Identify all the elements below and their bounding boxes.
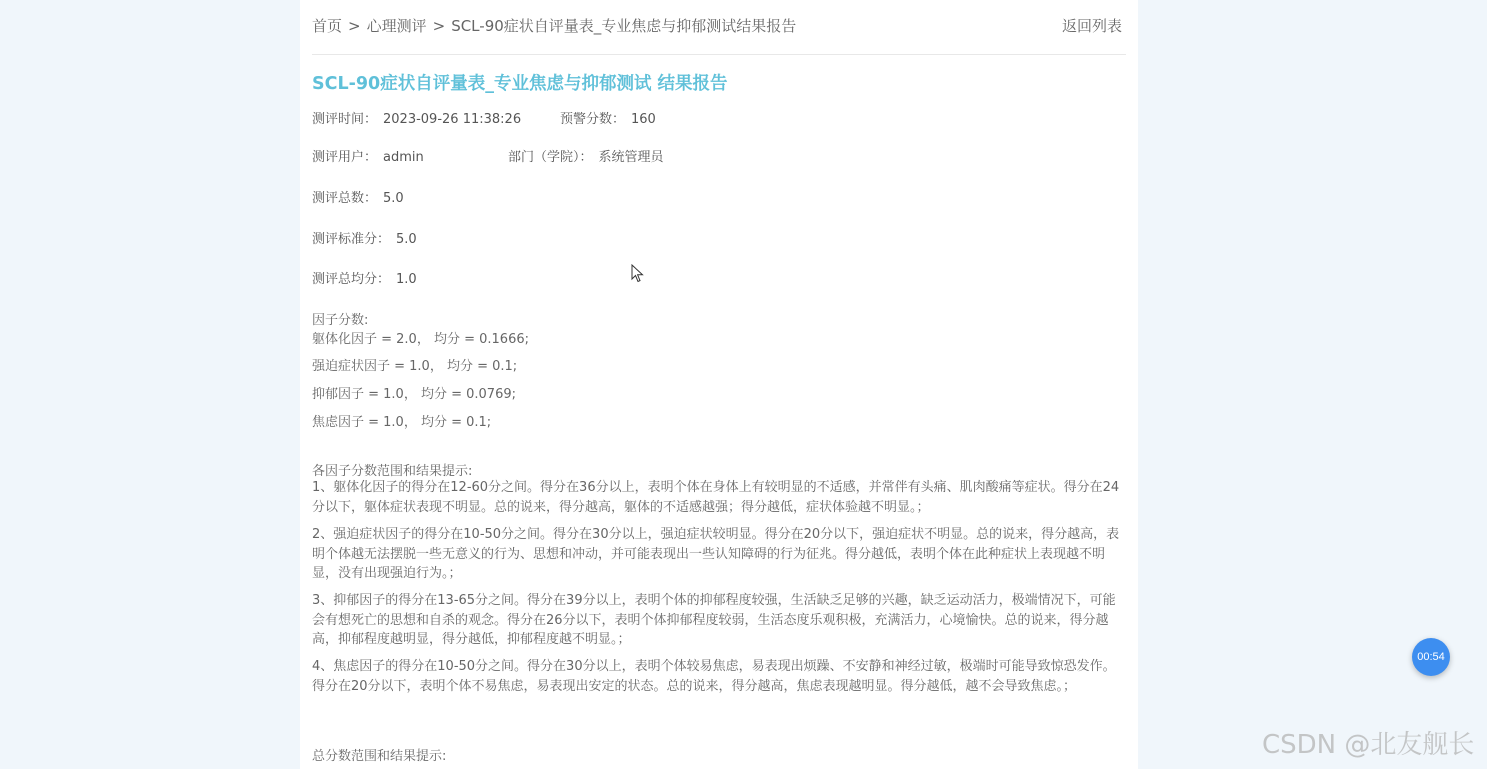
range-item: 3、抑郁因子的得分在13-65分之间。得分在39分以上，表明个体的抑郁程度较强，生活缺乏足够的兴趣，缺乏运动活力，极端情况下，可能会有想死亡的思想和自杀的观念。得分在26分以下，表明个体抑郁程度较弱，生活态度乐观积极，充满活力，心境愉快。总的说来，得分越高，抑郁程度越明显，得分越低，抑郁程度越不明显。；: [312, 593, 1116, 647]
total-row: [312, 187, 404, 206]
breadcrumb-separator: >: [348, 17, 361, 35]
standard-label: 测评标准分：: [312, 232, 391, 247]
total-value: 5.0: [383, 191, 404, 206]
test-time-row: [312, 108, 521, 127]
test-time-value: 2023-09-26 11:38:26: [383, 112, 522, 127]
breadcrumb: [312, 15, 796, 36]
range-item: 2、强迫症状因子的得分在10-50分之间。得分在30分以上，强迫症状较明显。得分在20分以下，强迫症状不明显。总的说来，得分越高，表明个体越无法摆脱一些无意义的行为、思想和冲动，并可能表现出一些认知障碍的行为征兆。得分越低，表明个体在此种症状上表现越不明显，没有出现强迫行为。；: [312, 527, 1120, 581]
avg-row: [312, 268, 417, 287]
report-title: SCL-90症状自评量表_专业焦虑与抑郁测试 结果报告: [312, 74, 728, 94]
factor-item: 躯体化因子 = 2.0， 均分 = 0.1666;: [312, 332, 529, 347]
watermark-text: CSDN @北友舰长: [1262, 730, 1475, 760]
user-value: admin: [383, 150, 424, 165]
avg-value: 1.0: [396, 272, 417, 287]
warning-score-value: 160: [631, 112, 656, 127]
range-item: 1、躯体化因子的得分在12-60分之间。得分在36分以上，表明个体在身体上有较明显的不适感，并常伴有头痛、肌肉酸痛等症状。得分在24分以下，躯体症状表现不明显。总的说来，得分越高，躯体的不适感越强；得分越低，症状体验越不明显。；: [312, 480, 1120, 515]
breadcrumb-home[interactable]: 首页: [312, 17, 343, 35]
user-label: 测评用户：: [312, 150, 378, 165]
total-label: 测评总数：: [312, 191, 378, 206]
breadcrumb-separator: >: [432, 17, 446, 35]
timer-badge[interactable]: 00:54: [1412, 638, 1450, 676]
factor-item: 强迫症状因子 = 1.0， 均分 = 0.1;: [312, 359, 518, 374]
factor-heading: 因子分数:: [312, 313, 369, 328]
mouse-pointer-icon: [631, 264, 645, 284]
factor-item: 抑郁因子 = 1.0， 均分 = 0.0769;: [312, 387, 516, 402]
dept-label: 部门（学院）：: [508, 150, 593, 165]
total-range-heading: 总分数范围和结果提示:: [312, 749, 447, 764]
breadcrumb-current: SCL-90症状自评量表_专业焦虑与抑郁测试结果报告: [451, 17, 797, 35]
top-bar: [312, 0, 1126, 55]
breadcrumb-category[interactable]: 心理测评: [366, 17, 427, 35]
standard-value: 5.0: [396, 232, 417, 247]
factor-item: 焦虑因子 = 1.0， 均分 = 0.1;: [312, 415, 492, 430]
range-heading: 各因子分数范围和结果提示:: [312, 464, 473, 479]
back-to-list-link[interactable]: 返回列表: [1061, 17, 1122, 35]
user-row: [312, 146, 424, 165]
warning-score-row: [560, 108, 656, 127]
dept-row: [508, 146, 664, 165]
test-time-label: 测评时间：: [312, 112, 378, 127]
warning-score-label: 预警分数：: [560, 112, 626, 127]
report-page: [300, 0, 1138, 769]
range-item: 4、焦虑因子的得分在10-50分之间。得分在30分以上，表明个体较易焦虑，易表现出烦躁、不安静和神经过敏，极端时可能导致惊恐发作。得分在20分以下，表明个体不易焦虑，易表现出安定的状态。总的说来，得分越高，焦虑表现越明显。得分越低，越不会导致焦虑。；: [312, 659, 1116, 694]
standard-row: [312, 228, 417, 247]
avg-label: 测评总均分：: [312, 272, 391, 287]
dept-value: 系统管理员: [598, 150, 664, 165]
